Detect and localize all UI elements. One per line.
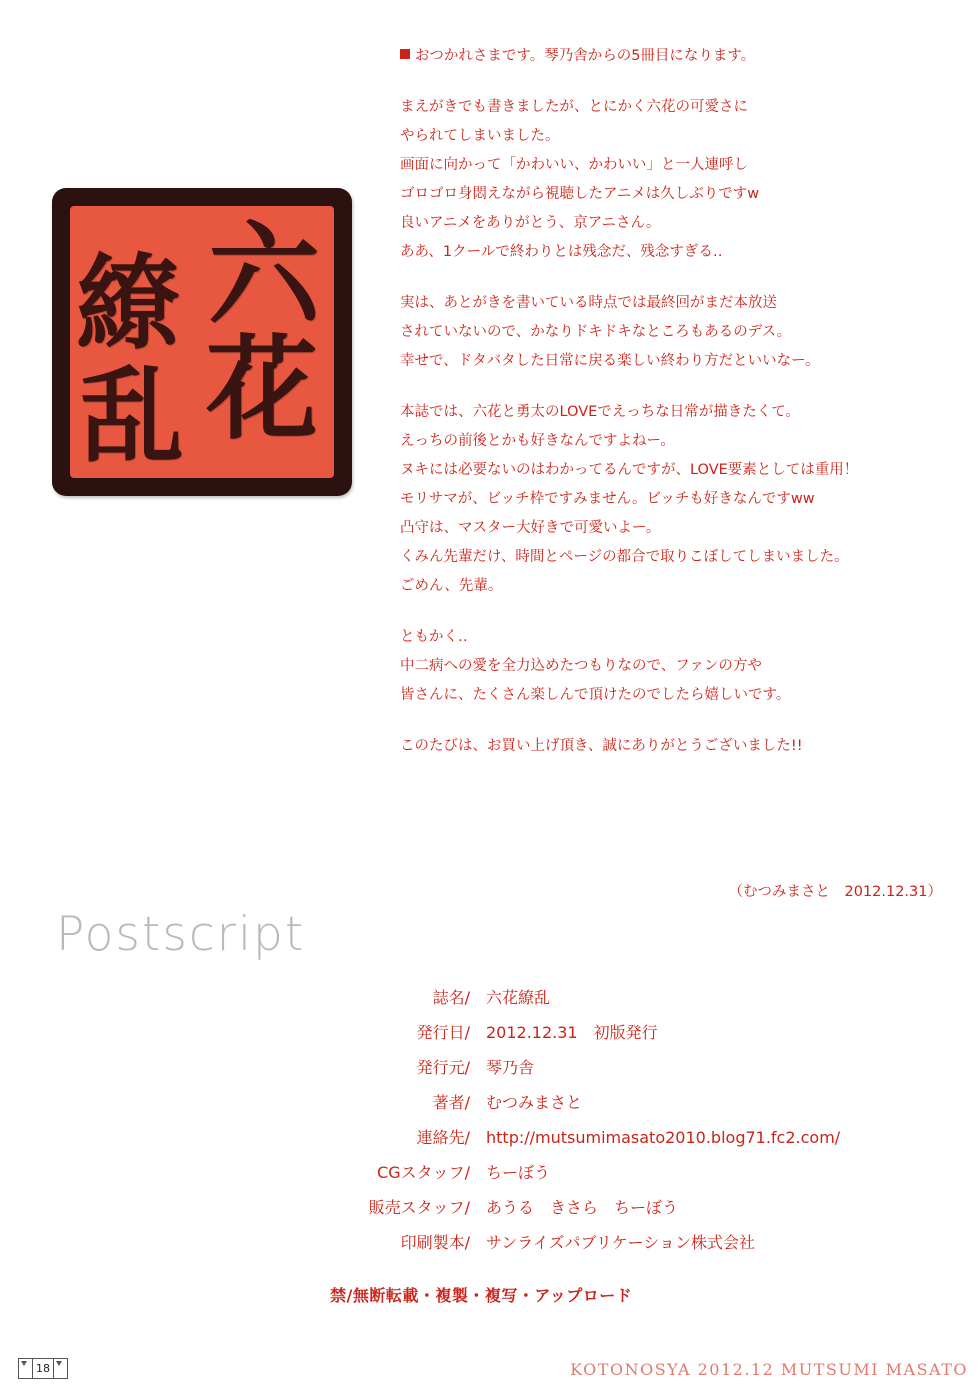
logo-char-4: 乱: [80, 354, 185, 477]
colophon-label: 誌名/: [432, 988, 470, 1007]
afterword-paragraph: [400, 42, 960, 71]
afterword-line: 画面に向かって「かわいい、かわいい」と一人連呼し: [400, 157, 748, 173]
afterword-line: モリサマが、ビッチ枠ですみません。ビッチも好きなんですww: [400, 491, 815, 507]
afterword-paragraph: [400, 732, 960, 761]
afterword-line: 皆さんに、たくさん楽しんで頂けたのでしたら嬉しいです。: [400, 687, 791, 703]
logo-char-3: 花: [206, 324, 318, 455]
copyright-notice: 禁/無断転載・複製・複写・アップロード: [330, 1286, 633, 1305]
colophon-row: [330, 1160, 840, 1183]
colophon-row: [330, 1230, 840, 1253]
afterword-line: 凸守は、マスター大好きで可愛いよー。: [400, 520, 661, 536]
colophon-value: 2012.12.31 初版発行: [486, 1023, 658, 1042]
colophon-row: [330, 1090, 840, 1113]
afterword-line: 実は、あとがきを書いている時点では最終回がまだ本放送: [400, 295, 777, 311]
colophon-label: 連絡先/: [416, 1128, 470, 1147]
afterword-line: ごめん、先輩。: [400, 578, 503, 594]
afterword-paragraph: [400, 289, 960, 376]
colophon-label: 印刷製本/: [400, 1233, 470, 1252]
afterword-signature: （むつみまさと 2012.12.31）: [728, 884, 942, 900]
colophon-value: むつみまさと: [486, 1093, 583, 1112]
colophon: [330, 985, 840, 1265]
afterword-line: おつかれさまです。琴乃舎からの5冊目になります。: [415, 48, 756, 64]
afterword-line: まえがきでも書きましたが、とにかく六花の可愛さに: [400, 99, 748, 115]
colophon-value-url[interactable]: http://mutsumimasato2010.blog71.fc2.com/: [486, 1128, 841, 1147]
afterword-line: ともかく‥: [400, 629, 468, 645]
square-bullet-icon: [400, 49, 410, 59]
colophon-label: 販売スタッフ/: [368, 1198, 470, 1217]
afterword-paragraph: [400, 623, 960, 710]
colophon-value: ちーぼう: [486, 1163, 551, 1182]
afterword-line: ゴロゴロ身悶えながら視聴したアニメは久しぶりですw: [400, 186, 760, 202]
colophon-label: CGスタッフ/: [377, 1163, 470, 1182]
afterword-line: されていないので、かなりドキドキなところもあるのデス。: [400, 324, 792, 340]
postscript-heading: Postscript: [56, 907, 306, 962]
afterword-line: 本誌では、六花と勇太のLOVEでえっちな日常が描きたくて。: [400, 404, 801, 420]
title-logo-block: [52, 188, 352, 496]
colophon-row: [330, 1020, 840, 1043]
title-logo-panel: [70, 206, 334, 478]
colophon-row: [330, 985, 840, 1008]
afterword-line: ああ、1クールで終わりとは残念だ、残念すぎる‥: [400, 244, 723, 260]
colophon-value: サンライズパブリケーション株式会社: [486, 1233, 755, 1252]
afterword-line: えっちの前後とかも好きなんですよねー。: [400, 433, 675, 449]
afterword-paragraph: [400, 93, 960, 267]
colophon-value: 六花繚乱: [486, 988, 551, 1007]
afterword-line: 幸せで、ドタバタした日常に戻る楽しい終わり方だといいなー。: [400, 353, 820, 369]
afterword-line: ヌキには必要ないのはわかってるんですが、LOVE要素としては重用！: [400, 462, 859, 478]
colophon-label: 発行元/: [416, 1058, 470, 1077]
colophon-label: 発行日/: [416, 1023, 470, 1042]
afterword-line: 良いアニメをありがとう、京アニさん。: [400, 215, 661, 231]
afterword-line: くみん先輩だけ、時間とページの都合で取りこぼしてしまいました。: [400, 549, 849, 565]
colophon-label: 著者/: [432, 1093, 470, 1112]
afterword-paragraph: [400, 398, 960, 601]
page-number-value: 18: [33, 1359, 54, 1378]
colophon-row: [330, 1055, 840, 1078]
page-number-indicator: [18, 1358, 68, 1379]
page-tick-left-icon: [19, 1359, 33, 1378]
logo-char-2: 繚: [76, 242, 181, 365]
colophon-value: 琴乃舎: [486, 1058, 535, 1077]
logo-char-1: 六: [208, 210, 320, 341]
colophon-row: [330, 1125, 840, 1148]
afterword-text: [400, 42, 960, 761]
afterword-line: このたびは、お買い上げ頂き、誠にありがとうございました!!: [400, 738, 803, 754]
afterword-line: 中二病への愛を全力込めたつもりなので、ファンの方や: [400, 658, 762, 674]
colophon-value: あうる きさら ちーぼう: [486, 1198, 679, 1217]
colophon-row: [330, 1195, 840, 1218]
afterword-line: やられてしまいました。: [400, 128, 560, 144]
page-tick-right-icon: [54, 1359, 67, 1378]
footer-credit: KOTONOSYA 2012.12 MUTSUMI MASATO: [570, 1360, 968, 1379]
